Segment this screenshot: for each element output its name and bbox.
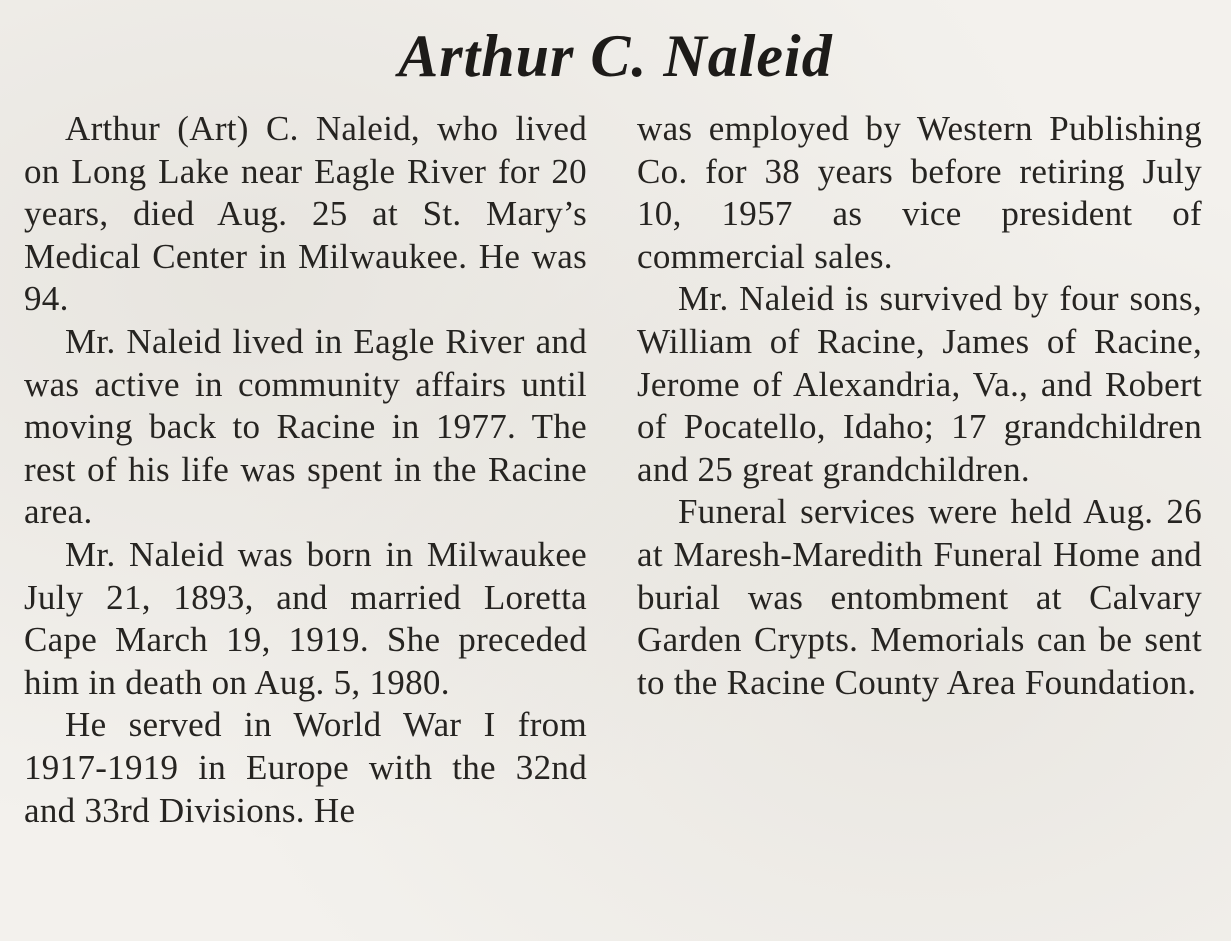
left-column <box>24 108 587 832</box>
paragraph-birth-marriage: Mr. Naleid was born in Milwaukee July 21, 1893, and married Loretta Cape March 19, 1919. She preceded him in death on Aug. 5, 1980. <box>24 534 587 702</box>
paragraph-funeral-services: Funeral services were held Aug. 26 at Maresh-Maredith Funeral Home and burial was entombment at Calvary Garden Crypts. Memorials can be sent to the Racine County Area Foundation. <box>637 492 1202 702</box>
paragraph-employment-continued: was employed by Western Publishing Co. for 38 years before retiring July 10, 1957 as vice president of commercial sales. <box>637 109 1202 276</box>
right-column <box>637 108 1202 704</box>
paragraph-intro: Arthur (Art) C. Naleid, who lived on Long Lake near Eagle River for 20 years, died Aug. 25 at St. Mary’s Medical Center in Milwaukee. He was 94. <box>24 109 587 319</box>
paragraph-survivors: Mr. Naleid is survived by four sons, William of Racine, James of Racine, Jerome of Alexandria, Va., and Robert of Pocatello, Idaho; 17 grandchildren and 25 great grandchildren. <box>637 279 1202 489</box>
paragraph-eagle-river: Mr. Naleid lived in Eagle River and was active in community affairs until moving back to Racine in 1977. The rest of his life was spent in the Racine area. <box>24 321 587 532</box>
obituary-headline: Arthur C. Naleid <box>398 23 833 89</box>
paragraph-military-service: He served in World War I from 1917-1919 in Europe with the 32nd and 33rd Divisions. He <box>24 705 587 830</box>
